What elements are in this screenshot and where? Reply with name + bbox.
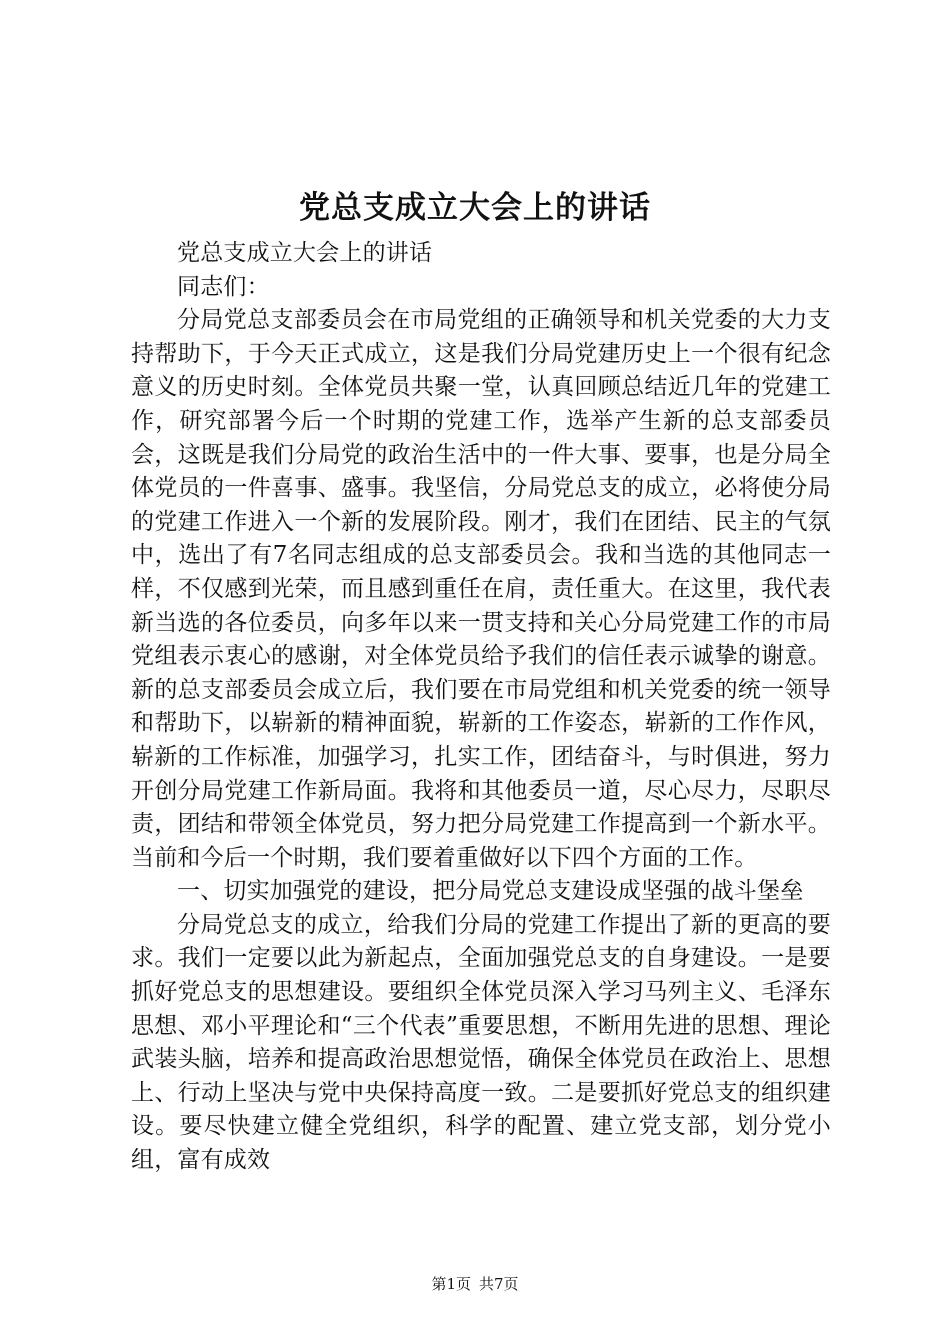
document-body [131, 237, 831, 1178]
paragraph-subtitle: 党总支成立大会上的讲话 [177, 240, 433, 266]
section-heading-1: 一、切实加强党的建设，把分局党总支建设成坚强的战斗堡垒 [177, 878, 804, 905]
page-number: 第1页 [431, 1275, 471, 1293]
page-total: 共7页 [479, 1275, 519, 1293]
paragraph-opening: 分局党总支部委员会在市局党组的正确领导和机关党委的大力支持帮助下，于今天正式成立，这是我们分局党建历史上一个很有纪念意义的历史时刻。全体党员共聚一堂，认真回顾总结近几年的党建工作，研究部署今后一个时期的党建工作，选举产生新的总支部委员会，这既是我们分局党的政治生活中的一件大事、要事，也是分局全体党员的一件喜事、盛事。我坚信，分局党总支的成立，必将使分局的党建工作进入一个新的发展阶段。刚才，我们在团结、民主的气氛中，选出了有7名同志组成的总支部委员会。我和当选的其他同志一样，不仅感到光荣，而且感到重任在肩，责任重大。在这里，我代表新当选的各位委员，向多年以来一贯支持和关心分局党建工作的市局党组表示衷心的感谢，对全体党员给予我们的信任表示诚挚的谢意。新的总支部委员会成立后，我们要在市局党组和机关党委的统一领导和帮助下，以崭新的精神面貌，崭新的工作姿态，崭新的工作作风，崭新的工作标准，加强学习，扎实工作，团结奋斗，与时俱进，努力开创分局党建工作新局面。我将和其他委员一道，尽心尽力，尽职尽责，团结和带领全体党员，努力把分局党建工作提高到一个新水平。当前和今后一个时期，我们要着重做好以下四个方面的工作。 [131, 307, 831, 871]
page-footer [0, 1274, 950, 1294]
paragraph-salutation: 同志们： [177, 273, 270, 300]
document-title: 党总支成立大会上的讲话 [299, 190, 651, 226]
paragraph-section-1: 分局党总支的成立，给我们分局的党建工作提出了新的更高的要求。我们一定要以此为新起点，全面加强党总支的自身建设。一是要抓好党总支的思想建设。要组织全体党员深入学习马列主义、毛泽东思想、邓小平理论和“三个代表”重要思想，不断用先进的思想、理论武装头脑，培养和提高政治思想觉悟，确保全体党员在政治上、思想上、行动上坚决与党中央保持高度一致。二是要抓好党总支的组织建设。要尽快建立健全党组织，科学的配置、建立党支部，划分党小组，富有成效 [131, 911, 831, 1174]
